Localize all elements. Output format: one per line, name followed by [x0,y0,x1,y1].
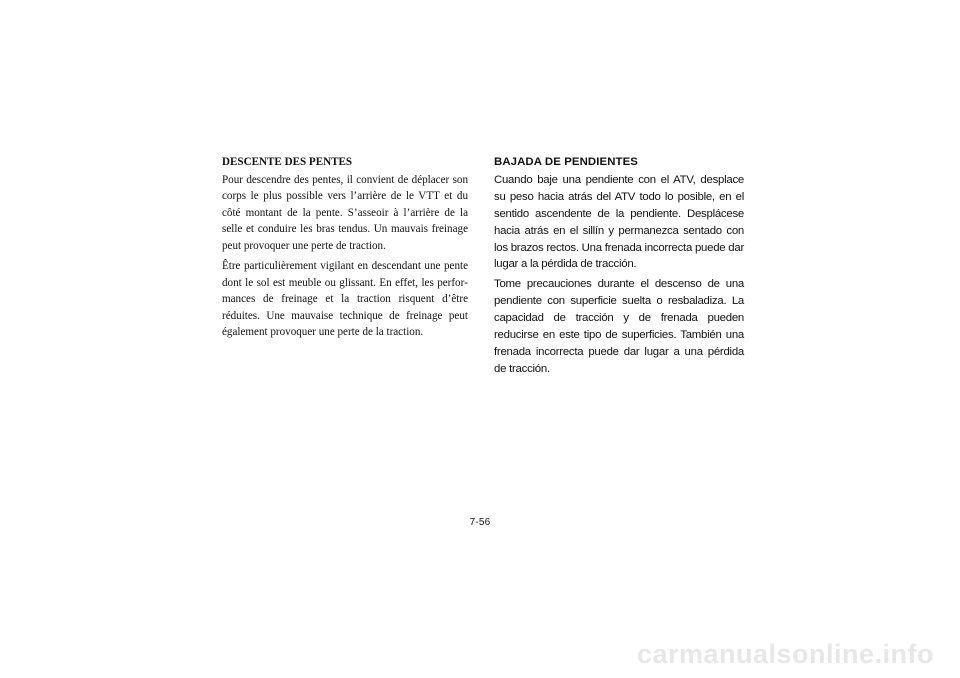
page-number: 7-56 [469,517,491,528]
french-column [222,154,468,345]
french-paragraph-1: Pour descendre des pentes, il convient de déplacer son corps le plus possible vers l’arrière de le VTT et du côté montant de la pente. S’asseoir à l’arrière de la selle et conduire les bras tendus. Un mauvais freinage peut provoquer une perte de traction. [222,173,468,252]
french-paragraph-2: Être particulièrement vigilant en descendant une pente dont le sol est meuble ou glissant. En effet, les performances de freinage et la traction risquent d’être réduites. Une mauvaise technique de freinage peut également provoquer une perte de la traction. [222,260,468,338]
french-section-heading: DESCENTE DES PENTES [222,156,353,168]
spanish-paragraph-1: Cuando baje una pendiente con el ATV, desplace su peso hacia atrás del ATV todo lo posible, en el sentido ascendente de la pendiente. Desplácese hacia atrás en el sillín y permanezca sentado con los brazos rectos. Una frenada incorrecta puede dar lugar a la pérdida de tracción. [494,173,745,271]
spanish-column [494,154,744,381]
spanish-section-heading: BAJADA DE PENDIENTES [494,156,638,168]
spanish-paragraph-2: Tome precauciones durante el descenso de una pendiente con superficie suelta o resbaladiza. La capacidad de tracción y de frenada pueden reducirse en este tipo de superficies. También una frenada incorrecta puede dar lugar a una pérdida de tracción. [494,278,744,375]
site-watermark: carmanualsonline.info [636,639,934,669]
